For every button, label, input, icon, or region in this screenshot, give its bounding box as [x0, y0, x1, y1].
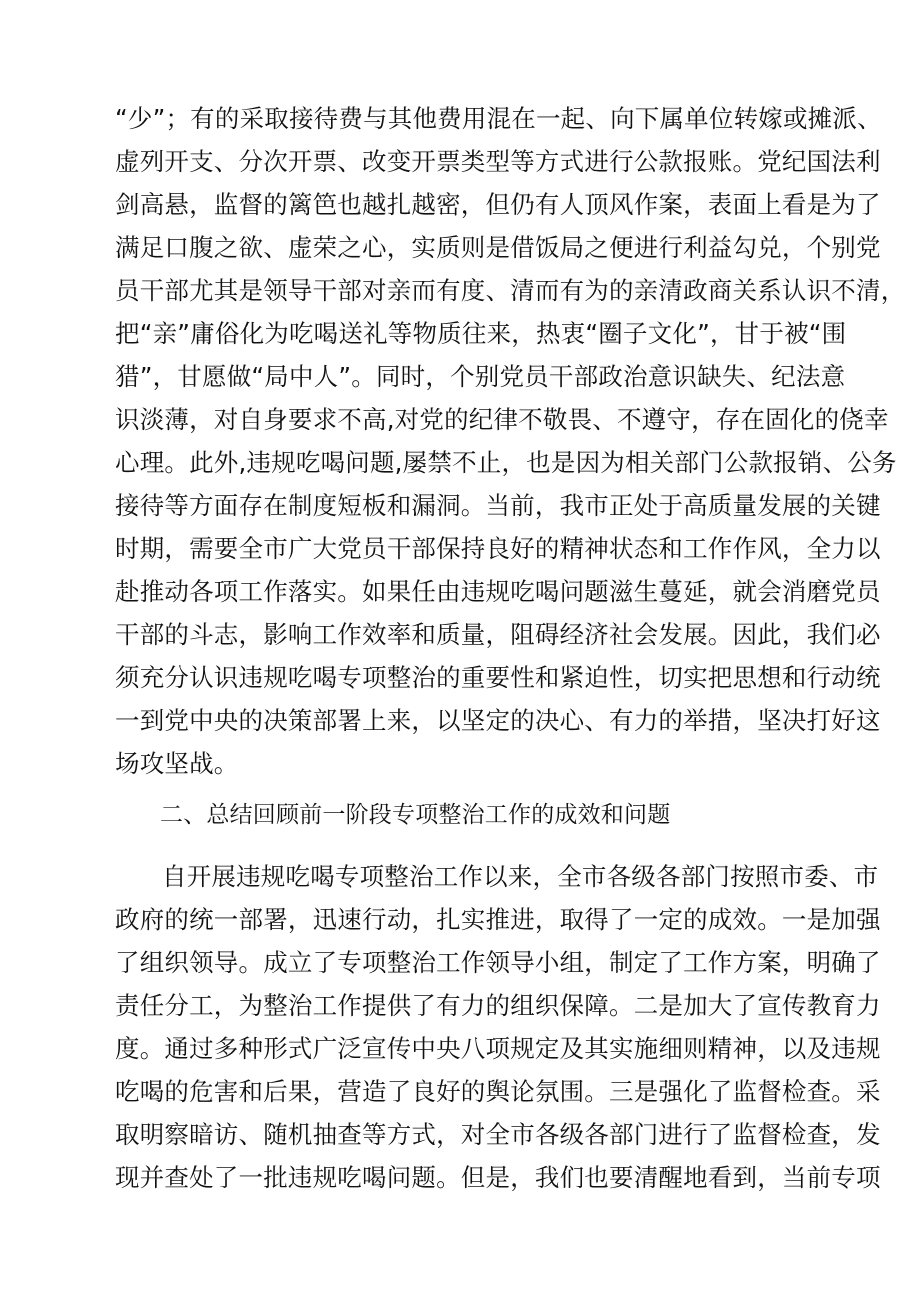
paragraph-1-line: 时期，需要全市广大党员干部保持良好的精神状态和工作作风，全力以 — [115, 534, 881, 563]
paragraph-2-line: 自开展违规吃喝专项整治工作以来，全市各级各部门按照市委、市 — [162, 862, 879, 891]
paragraph-2-line: 吃喝的危害和后果，营造了良好的舆论氛围。三是强化了监督检查。采 — [115, 1077, 881, 1106]
paragraph-1-line: 满足口腹之欲、虚荣之心，实质则是借饭局之便进行利益勾兑，个别党 — [115, 233, 881, 262]
paragraph-1-line: “少”；有的采取接待费与其他费用混在一起、向下属单位转嫁或摊派、 — [115, 104, 882, 133]
paragraph-2-line: 了组织领导。成立了专项整治工作领导小组，制定了工作方案，明确了 — [115, 948, 881, 977]
paragraph-1-line: 猎”，甘愿做“局中人”。同时，个别党员干部政治意识缺失、纪法意 — [115, 362, 846, 391]
paragraph-1-line: 须充分认识违规吃喝专项整治的重要性和紧迫性，切实把思想和行动统 — [115, 663, 881, 692]
paragraph-2-line: 责任分工，为整治工作提供了有力的组织保障。二是加大了宣传教育力 — [115, 991, 881, 1020]
paragraph-1-line: 员干部尤其是领导干部对亲而有度、清而有为的亲清政商关系认识不清， — [115, 276, 906, 305]
section-heading: 二、总结回顾前一阶段专项整治工作的成效和问题 — [160, 802, 671, 828]
paragraph-1-line: 虚列开支、分次开票、改变开票类型等方式进行公款报账。党纪国法利 — [115, 147, 881, 176]
paragraph-1-line: 心理。此外,违规吃喝问题,屡禁不止，也是因为相关部门公款报销、公务 — [115, 448, 897, 477]
paragraph-1-line: 把“亲”庸俗化为吃喝送礼等物质往来，热衷“圈子文化”，甘于被“围 — [115, 319, 847, 348]
paragraph-2-line: 政府的统一部署，迅速行动，扎实推进，取得了一定的成效。一是加强 — [115, 905, 881, 934]
paragraph-1-line: 赴推动各项工作落实。如果任由违规吃喝问题滋生蔓延，就会消磨党员 — [115, 577, 881, 606]
paragraph-1-line: 剑高悬，监督的篱笆也越扎越密，但仍有人顶风作案，表面上看是为了 — [115, 190, 881, 219]
paragraph-2-line: 取明察暗访、随机抽查等方式，对全市各级各部门进行了监督检查，发 — [115, 1120, 881, 1149]
paragraph-1-line: 场攻坚战。 — [115, 749, 239, 778]
paragraph-1-line: 干部的斗志，影响工作效率和质量，阻碍经济社会发展。因此，我们必 — [115, 620, 881, 649]
paragraph-1-line: 接待等方面存在制度短板和漏洞。当前，我市正处于高质量发展的关键 — [115, 491, 881, 520]
paragraph-2-line: 度。通过多种形式广泛宣传中央八项规定及其实施细则精神，以及违规 — [115, 1034, 881, 1063]
paragraph-1-line: 一到党中央的决策部署上来，以坚定的决心、有力的举措，坚决打好这 — [115, 706, 881, 735]
paragraph-2-line: 现并查处了一批违规吃喝问题。但是，我们也要清醒地看到，当前专项 — [115, 1163, 881, 1192]
paragraph-1-line: 识淡薄，对自身要求不高,对党的纪律不敬畏、不遵守，存在固化的侥幸 — [115, 405, 889, 434]
